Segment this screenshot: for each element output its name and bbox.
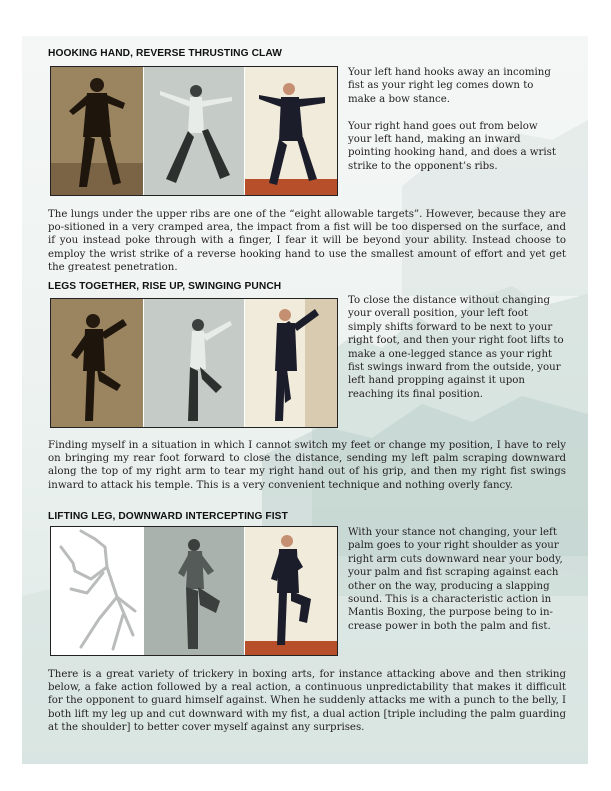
section-2-paragraph-1: To close the distance without changing your overall position, your left foot simply shifts forward to be next to your right foot, and then your right foot lifts to make a one-legged stance as your right fist swings inward from the outside, your left hand propping against it upon reaching its final position.	[348, 295, 564, 400]
figure-silhouette	[245, 67, 337, 195]
section-2-description	[348, 294, 564, 415]
section-1-paragraph-1: Your left hand hooks away an incoming fist as your right leg comes down to make a bow stance.	[348, 67, 551, 105]
historical-photo-gray	[144, 527, 245, 655]
historical-photo-gray	[144, 67, 245, 195]
figure-silhouette	[51, 299, 143, 427]
section-1-photos	[50, 66, 338, 196]
figure-silhouette	[144, 299, 244, 427]
section-1-description	[348, 66, 564, 187]
section-2-heading: LEGS TOGETHER, RISE UP, SWINGING PUNCH	[48, 281, 282, 292]
figure-silhouette	[144, 67, 244, 195]
mantis-outline-icon	[51, 527, 143, 655]
modern-photo	[245, 527, 337, 655]
figure-silhouette	[245, 299, 337, 427]
figure-silhouette	[144, 527, 244, 655]
historical-photo-sepia	[51, 299, 144, 427]
section-1-body: The lungs under the upper ribs are one of the “eight allowable targets”. However, because they are po-sitioned in a very cramped area, the impact from a fist will be too dispersed on the surface, and if you instead poke through with a finger, I fear it will be beyond your ability. Instead choose to employ the wrist strike of a reverse hooking hand to use the smallest amount of effort and yet get the greatest penetration.	[48, 209, 566, 273]
modern-photo	[245, 67, 337, 195]
historical-photo-gray	[144, 299, 245, 427]
page	[22, 36, 588, 764]
section-3-paragraph-1: With your stance not changing, your left palm goes to your right shoulder as your right arm cuts downward near your body, your palm and fist scraping against each other on the way, producing a slapping sound. This is a characteristic action in Mantis Boxing, the purpose being to in-crease power in both the palm and fist.	[348, 527, 563, 632]
section-3-photos	[50, 526, 338, 656]
section-2-body: Finding myself in a situation in which I cannot switch my feet or change my position, I have to rely on bringing my rear foot forward to close the distance, sending my left palm scraping downward along the top of my right arm to tear my right hand out of his grip, and then my right fist swings inward to attack his temple. This is a very convenient technique and nothing overly fancy.	[48, 440, 566, 491]
figure-silhouette	[51, 67, 143, 195]
figure-silhouette	[245, 527, 337, 655]
section-1-heading: HOOKING HAND, REVERSE THRUSTING CLAW	[48, 48, 282, 59]
section-2-photos	[50, 298, 338, 428]
section-3-description	[348, 526, 564, 647]
modern-photo	[245, 299, 337, 427]
historical-photo-sepia	[51, 67, 144, 195]
section-3-body: There is a great variety of trickery in boxing arts, for instance attacking above and then striking below, a fake action followed by a real action, a continuous unpredictability that makes it difficult for the opponent to guard himself against. When he suddenly attacks me with a punch to the belly, I both lift my leg up and cut downward with my fist, a dual action [triple including the palm guarding at the shoulder] to better cover myself against any surprises.	[48, 669, 566, 733]
section-3-heading: LIFTING LEG, DOWNWARD INTERCEPTING FIST	[48, 511, 288, 522]
section-1-paragraph-2: Your right hand goes out from below your left hand, making an inward pointing hooking hand, and does a wrist strike to the opponent’s ribs.	[348, 120, 556, 172]
mantis-illustration	[51, 527, 144, 655]
